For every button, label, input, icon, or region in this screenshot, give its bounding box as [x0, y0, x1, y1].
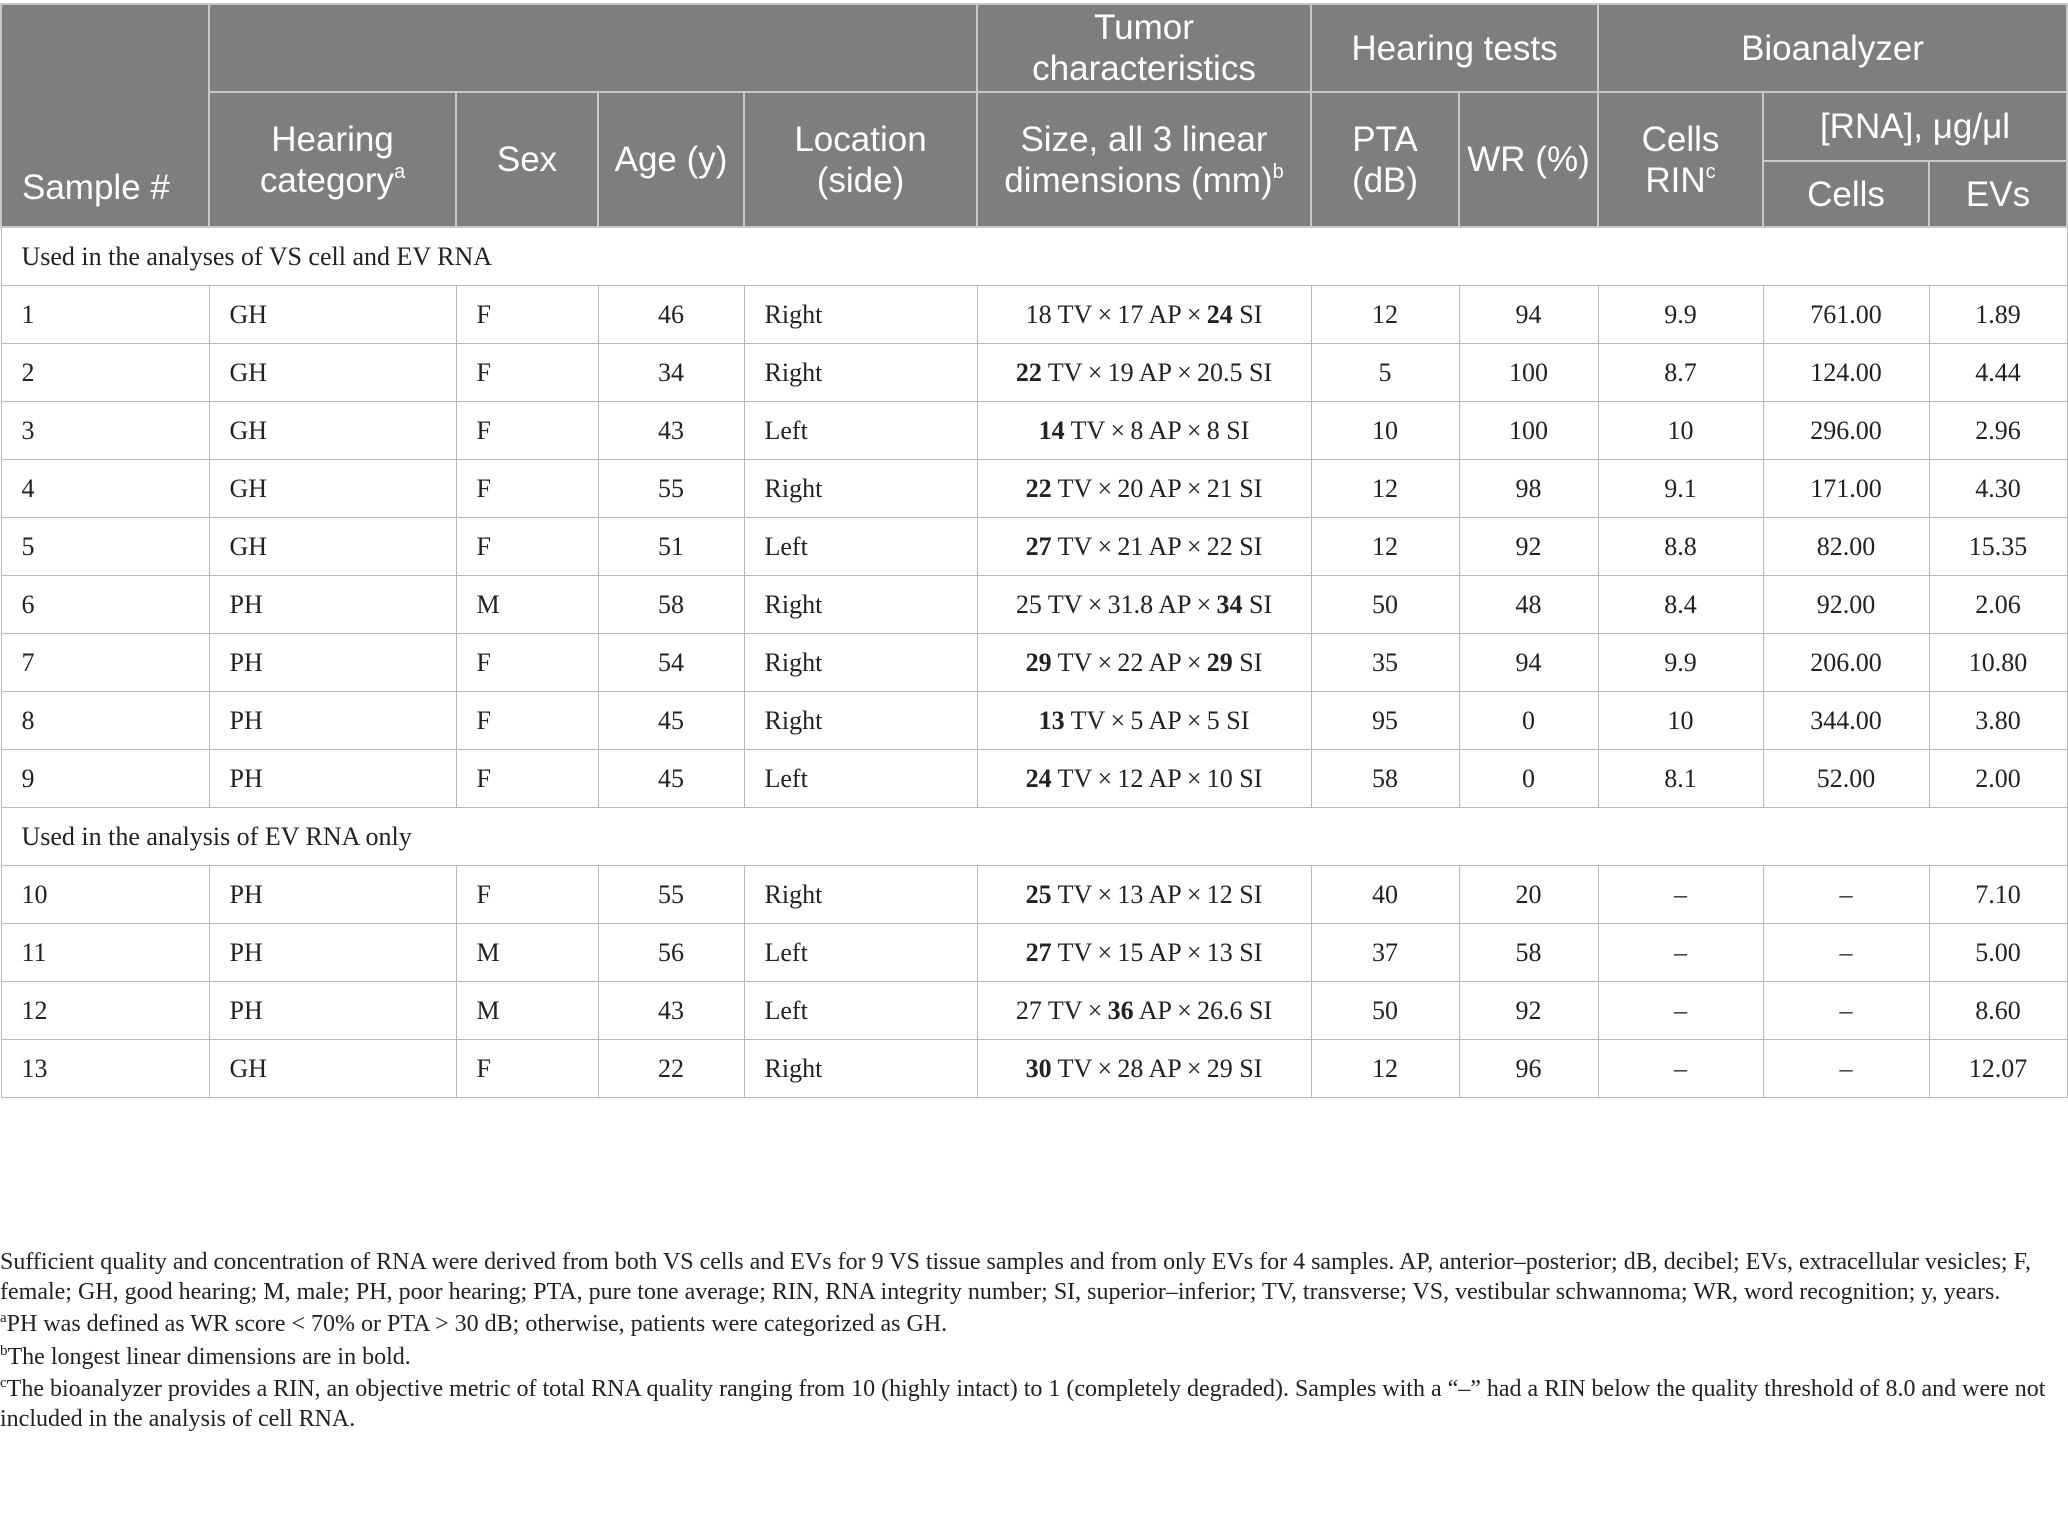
cell-hearing-category: GH — [209, 402, 456, 460]
size-ap: 13 — [1117, 879, 1144, 909]
cell-rna-cells: – — [1763, 982, 1929, 1040]
size-ap: 20 — [1117, 473, 1144, 503]
cell-pta: 37 — [1311, 924, 1459, 982]
cell-rna-cells: 344.00 — [1763, 692, 1929, 750]
cell-sex: F — [456, 1040, 598, 1098]
cell-rna-evs: 1.89 — [1929, 286, 2067, 344]
cell-rna-cells: – — [1763, 1040, 1929, 1098]
cell-location: Right — [744, 634, 977, 692]
cell-sex: F — [456, 344, 598, 402]
cell-sex: F — [456, 460, 598, 518]
cell-rna-evs: 8.60 — [1929, 982, 2067, 1040]
section-title: Used in the analysis of EV RNA only — [1, 808, 2067, 866]
cell-age: 55 — [598, 460, 744, 518]
cell-location: Right — [744, 692, 977, 750]
table-row — [1, 634, 2067, 692]
size-si: 29 — [1206, 1053, 1233, 1083]
size-tv: 13 — [1038, 705, 1065, 735]
group-header-bioanalyzer: Bioanalyzer — [1598, 4, 2067, 92]
cell-wr: 92 — [1459, 518, 1598, 576]
cell-size: 18 TV × 17 AP × 24 SI — [977, 286, 1311, 344]
cell-hearing-category: GH — [209, 518, 456, 576]
cell-rna-cells: 92.00 — [1763, 576, 1929, 634]
cell-age: 34 — [598, 344, 744, 402]
cell-sex: F — [456, 518, 598, 576]
cell-rin: 10 — [1598, 692, 1763, 750]
cell-rna-cells: 206.00 — [1763, 634, 1929, 692]
cell-sample: 13 — [1, 1040, 209, 1098]
cell-location: Right — [744, 866, 977, 924]
cell-size: 27 TV × 15 AP × 13 SI — [977, 924, 1311, 982]
size-tv: 22 — [1025, 473, 1052, 503]
size-ap: 21 — [1117, 531, 1144, 561]
cell-wr: 48 — [1459, 576, 1598, 634]
cell-sex: M — [456, 576, 598, 634]
size-ap: 22 — [1117, 647, 1144, 677]
table-body — [1, 227, 2067, 1098]
cell-rna-evs: 5.00 — [1929, 924, 2067, 982]
table-row — [1, 518, 2067, 576]
cell-sex: M — [456, 924, 598, 982]
cell-sample: 11 — [1, 924, 209, 982]
cell-sample: 5 — [1, 518, 209, 576]
col-header-age: Age (y) — [598, 92, 744, 227]
cell-rin: 9.9 — [1598, 634, 1763, 692]
cell-pta: 12 — [1311, 1040, 1459, 1098]
table-row — [1, 344, 2067, 402]
cell-age: 45 — [598, 750, 744, 808]
cell-sample: 4 — [1, 460, 209, 518]
footnote-mark-b: b — [1272, 160, 1284, 183]
cell-rin: – — [1598, 866, 1763, 924]
cell-age: 55 — [598, 866, 744, 924]
cell-wr: 0 — [1459, 750, 1598, 808]
section-title: Used in the analyses of VS cell and EV RNA — [1, 227, 2067, 286]
cell-pta: 58 — [1311, 750, 1459, 808]
cell-rin: – — [1598, 1040, 1763, 1098]
table-row — [1, 750, 2067, 808]
cell-rna-evs: 2.96 — [1929, 402, 2067, 460]
cell-location: Right — [744, 286, 977, 344]
cell-rna-evs: 12.07 — [1929, 1040, 2067, 1098]
table-row — [1, 402, 2067, 460]
cell-size: 24 TV × 12 AP × 10 SI — [977, 750, 1311, 808]
col-header-pta: PTA (dB) — [1311, 92, 1459, 227]
cell-rin: – — [1598, 982, 1763, 1040]
cell-rin: – — [1598, 924, 1763, 982]
size-tv: 30 — [1025, 1053, 1052, 1083]
size-tv: 14 — [1038, 415, 1065, 445]
cell-sample: 6 — [1, 576, 209, 634]
cell-hearing-category: GH — [209, 1040, 456, 1098]
cell-pta: 12 — [1311, 460, 1459, 518]
cell-hearing-category: PH — [209, 750, 456, 808]
cell-rna-evs: 2.06 — [1929, 576, 2067, 634]
col-header-rin: Cells RIN$^c$ — [1598, 92, 1763, 227]
size-si: 8 — [1206, 415, 1220, 445]
cell-sample: 9 — [1, 750, 209, 808]
size-ap: 19 — [1107, 357, 1134, 387]
table-row — [1, 692, 2067, 750]
cell-location: Right — [744, 344, 977, 402]
size-tv: 27 — [1015, 995, 1042, 1025]
cell-location: Left — [744, 982, 977, 1040]
cell-hearing-category: GH — [209, 286, 456, 344]
size-ap: 8 — [1130, 415, 1144, 445]
cell-hearing-category: GH — [209, 460, 456, 518]
cell-location: Right — [744, 1040, 977, 1098]
cell-sample: 12 — [1, 982, 209, 1040]
table-footnotes — [0, 1248, 2066, 1437]
cell-rna-evs: 2.00 — [1929, 750, 2067, 808]
col-header-sample: Sample # — [1, 4, 209, 227]
size-ap: 17 — [1117, 299, 1144, 329]
cell-rna-evs: 4.44 — [1929, 344, 2067, 402]
vs-samples-table — [0, 3, 2068, 1098]
col-header-size: Size, all 3 linear dimensions (mm)$^b$ — [977, 92, 1311, 227]
cell-pta: 95 — [1311, 692, 1459, 750]
cell-hearing-category: PH — [209, 692, 456, 750]
size-tv: 25 — [1025, 879, 1052, 909]
cell-sex: F — [456, 866, 598, 924]
table-row — [1, 866, 2067, 924]
col-header-sex: Sex — [456, 92, 598, 227]
size-si: 10 — [1206, 763, 1233, 793]
cell-size: 27 TV × 36 AP × 26.6 SI — [977, 982, 1311, 1040]
size-ap: 36 — [1107, 995, 1134, 1025]
table-row — [1, 924, 2067, 982]
footnote-c: $^c$The bioanalyzer provides a RIN, an objective metric of total RNA quality ranging from 10 (highly intact) to 1 (completely degraded). Samples with a “–” had a RIN below the quality threshold of 8.0 and were not included in the analysis of cell RNA. — [0, 1375, 2046, 1432]
cell-pta: 50 — [1311, 982, 1459, 1040]
cell-location: Left — [744, 924, 977, 982]
cell-wr: 92 — [1459, 982, 1598, 1040]
section-row — [1, 227, 2067, 286]
size-si: 20.5 — [1197, 357, 1243, 387]
cell-sample: 3 — [1, 402, 209, 460]
cell-rna-cells: 52.00 — [1763, 750, 1929, 808]
cell-pta: 35 — [1311, 634, 1459, 692]
cell-sex: F — [456, 750, 598, 808]
cell-wr: 58 — [1459, 924, 1598, 982]
size-si: 22 — [1206, 531, 1233, 561]
size-si: 21 — [1206, 473, 1233, 503]
cell-rin: 9.1 — [1598, 460, 1763, 518]
cell-size: 30 TV × 28 AP × 29 SI — [977, 1040, 1311, 1098]
size-si: 5 — [1206, 705, 1220, 735]
table-row — [1, 1040, 2067, 1098]
cell-size: 13 TV × 5 AP × 5 SI — [977, 692, 1311, 750]
cell-rin: 8.4 — [1598, 576, 1763, 634]
cell-rna-cells: 82.00 — [1763, 518, 1929, 576]
cell-pta: 40 — [1311, 866, 1459, 924]
footnote-mark-a: a — [394, 160, 406, 183]
cell-rna-cells: 761.00 — [1763, 286, 1929, 344]
cell-sample: 7 — [1, 634, 209, 692]
cell-hearing-category: PH — [209, 982, 456, 1040]
group-header-blank — [209, 4, 977, 92]
cell-sample: 2 — [1, 344, 209, 402]
cell-rna-cells: 171.00 — [1763, 460, 1929, 518]
cell-rna-cells: – — [1763, 924, 1929, 982]
footnote-a: $^a$PH was defined as WR score < 70% or PTA > 30 dB; otherwise, patients were categorized as GH. — [0, 1310, 948, 1337]
cell-rna-evs: 7.10 — [1929, 866, 2067, 924]
cell-wr: 20 — [1459, 866, 1598, 924]
footnote-b: $^b$The longest linear dimensions are in bold. — [0, 1342, 411, 1370]
size-tv: 27 — [1025, 937, 1052, 967]
footnote-mark-c: c — [1705, 160, 1716, 183]
col-header-hearing-category: Hearing category$^a$ — [209, 92, 456, 227]
cell-age: 46 — [598, 286, 744, 344]
cell-size: 27 TV × 21 AP × 22 SI — [977, 518, 1311, 576]
cell-wr: 98 — [1459, 460, 1598, 518]
cell-rin: 8.7 — [1598, 344, 1763, 402]
cell-hearing-category: PH — [209, 634, 456, 692]
cell-location: Left — [744, 518, 977, 576]
cell-age: 43 — [598, 982, 744, 1040]
footnote-main: Sufficient quality and concentration of RNA were derived from both VS cells and EVs for 9 VS tissue samples and from only EVs for 4 samples. AP, anterior–posterior; dB, decibel; EVs, extracellular vesicles; F, female; GH, good hearing; M, male; PH, poor hearing; PTA, pure tone average; RIN, RNA integrity number; SI, superior–inferior; TV, transverse; VS, vestibular schwannoma; WR, word recognition; y, years. — [0, 1249, 2031, 1305]
col-header-wr: WR (%) — [1459, 92, 1598, 227]
cell-rna-cells: – — [1763, 866, 1929, 924]
cell-rna-evs: 3.80 — [1929, 692, 2067, 750]
cell-size: 29 TV × 22 AP × 29 SI — [977, 634, 1311, 692]
cell-pta: 12 — [1311, 286, 1459, 344]
table-row — [1, 982, 2067, 1040]
cell-hearing-category: PH — [209, 576, 456, 634]
group-header-hearing: Hearing tests — [1311, 4, 1598, 92]
size-si: 34 — [1216, 589, 1243, 619]
cell-sex: F — [456, 692, 598, 750]
cell-sample: 1 — [1, 286, 209, 344]
size-tv: 29 — [1025, 647, 1052, 677]
cell-age: 58 — [598, 576, 744, 634]
col-header-rna: [RNA], μg/μl — [1763, 92, 2067, 161]
size-ap: 15 — [1117, 937, 1144, 967]
cell-rin: 8.1 — [1598, 750, 1763, 808]
cell-sample: 10 — [1, 866, 209, 924]
cell-size: 14 TV × 8 AP × 8 SI — [977, 402, 1311, 460]
size-ap: 28 — [1117, 1053, 1144, 1083]
cell-wr: 100 — [1459, 344, 1598, 402]
size-tv: 27 — [1025, 531, 1052, 561]
cell-pta: 10 — [1311, 402, 1459, 460]
table-row — [1, 286, 2067, 344]
cell-wr: 94 — [1459, 634, 1598, 692]
cell-age: 56 — [598, 924, 744, 982]
cell-age: 51 — [598, 518, 744, 576]
cell-age: 43 — [598, 402, 744, 460]
cell-sex: F — [456, 402, 598, 460]
cell-age: 22 — [598, 1040, 744, 1098]
cell-age: 54 — [598, 634, 744, 692]
cell-pta: 50 — [1311, 576, 1459, 634]
cell-wr: 96 — [1459, 1040, 1598, 1098]
section-row — [1, 808, 2067, 866]
cell-size: 22 TV × 20 AP × 21 SI — [977, 460, 1311, 518]
cell-wr: 0 — [1459, 692, 1598, 750]
size-si: 24 — [1206, 299, 1233, 329]
group-header-tumor: Tumor characteristics — [977, 4, 1311, 92]
cell-wr: 100 — [1459, 402, 1598, 460]
size-si: 26.6 — [1197, 995, 1243, 1025]
cell-sex: M — [456, 982, 598, 1040]
cell-rna-evs: 15.35 — [1929, 518, 2067, 576]
cell-rin: 8.8 — [1598, 518, 1763, 576]
cell-hearing-category: PH — [209, 866, 456, 924]
cell-location: Left — [744, 402, 977, 460]
size-tv: 25 — [1015, 589, 1042, 619]
size-tv: 22 — [1015, 357, 1042, 387]
cell-age: 45 — [598, 692, 744, 750]
cell-location: Left — [744, 750, 977, 808]
size-si: 13 — [1206, 937, 1233, 967]
cell-size: 22 TV × 19 AP × 20.5 SI — [977, 344, 1311, 402]
cell-pta: 5 — [1311, 344, 1459, 402]
col-header-location: Location (side) — [744, 92, 977, 227]
cell-hearing-category: PH — [209, 924, 456, 982]
table-row — [1, 460, 2067, 518]
cell-hearing-category: GH — [209, 344, 456, 402]
cell-size: 25 TV × 13 AP × 12 SI — [977, 866, 1311, 924]
table-row — [1, 576, 2067, 634]
size-ap: 31.8 — [1107, 589, 1154, 619]
cell-rna-evs: 4.30 — [1929, 460, 2067, 518]
size-ap: 12 — [1117, 763, 1144, 793]
col-header-rna-evs: EVs — [1929, 161, 2067, 227]
size-tv: 24 — [1025, 763, 1052, 793]
cell-rna-evs: 10.80 — [1929, 634, 2067, 692]
cell-size: 25 TV × 31.8 AP × 34 SI — [977, 576, 1311, 634]
cell-rna-cells: 296.00 — [1763, 402, 1929, 460]
cell-pta: 12 — [1311, 518, 1459, 576]
cell-sex: F — [456, 634, 598, 692]
cell-wr: 94 — [1459, 286, 1598, 344]
cell-location: Right — [744, 576, 977, 634]
size-si: 29 — [1206, 647, 1233, 677]
cell-sample: 8 — [1, 692, 209, 750]
cell-location: Right — [744, 460, 977, 518]
col-header-rna-cells: Cells — [1763, 161, 1929, 227]
size-si: 12 — [1206, 879, 1233, 909]
size-ap: 5 — [1130, 705, 1144, 735]
size-tv: 18 — [1025, 299, 1052, 329]
cell-rna-cells: 124.00 — [1763, 344, 1929, 402]
cell-rin: 9.9 — [1598, 286, 1763, 344]
cell-sex: F — [456, 286, 598, 344]
cell-rin: 10 — [1598, 402, 1763, 460]
